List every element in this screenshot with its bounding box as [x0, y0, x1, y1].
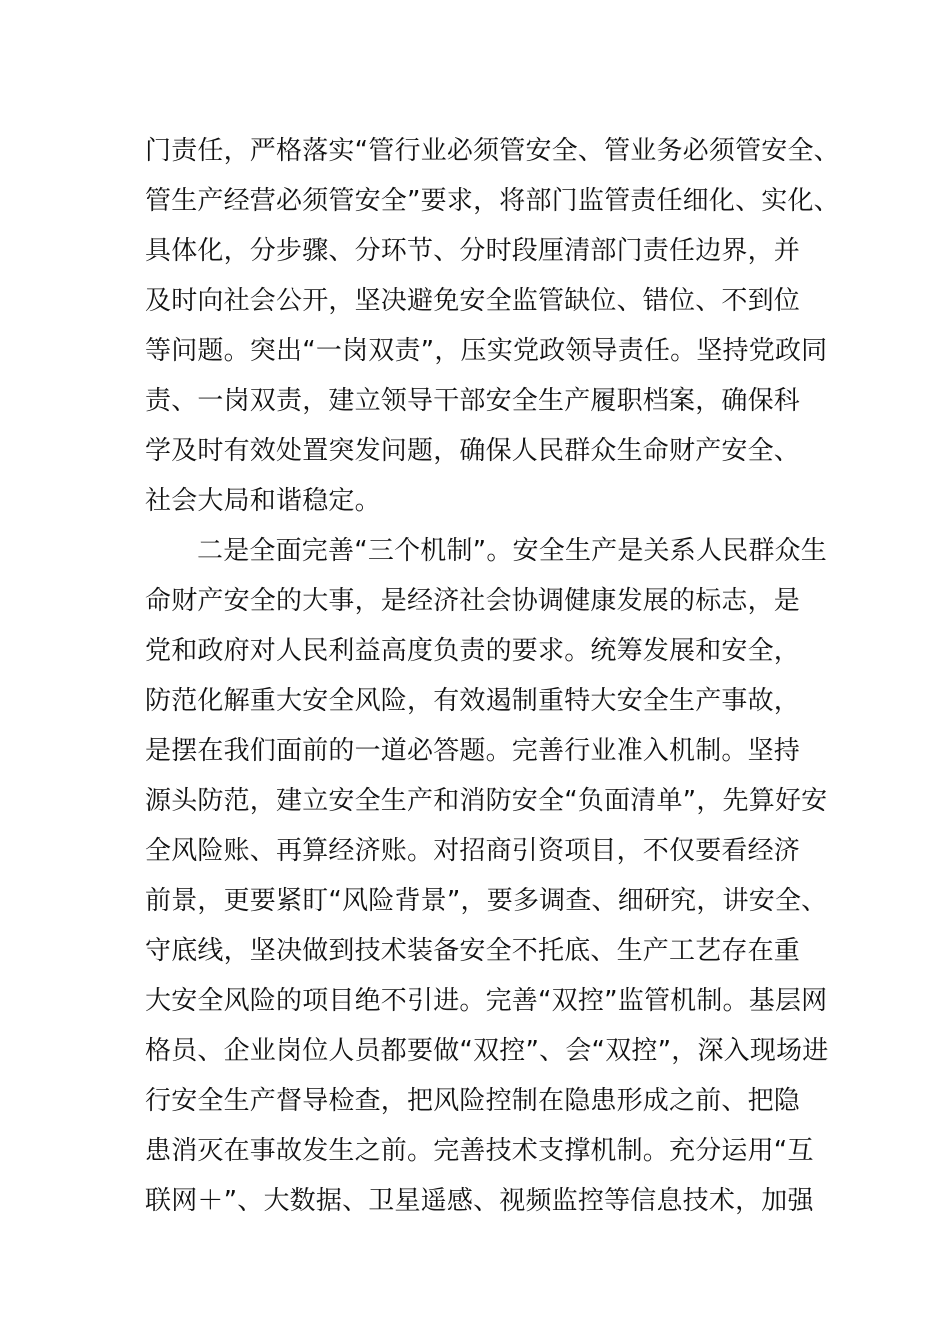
- text-line: 命财产安全的大事，是经济社会协调健康发展的标志，是: [145, 586, 801, 616]
- text-line: 大安全风险的项目绝不引进。完善“双控”监管机制。基层网: [145, 986, 828, 1016]
- text-line: 前景，更要紧盯“风险背景”，要多调查、细研究，讲安全、: [145, 886, 828, 916]
- text-line: 联网＋”、大数据、卫星遥感、视频监控等信息技术，加强: [145, 1186, 814, 1216]
- text-line: 学及时有效处置突发问题，确保人民群众生命财产安全、: [145, 436, 801, 466]
- text-line: 格员、企业岗位人员都要做“双控”、会“双控”，深入现场进: [145, 1036, 829, 1066]
- text-line: 责、一岗双责，建立领导干部安全生产履职档案，确保科: [145, 386, 801, 416]
- text-line: 管生产经营必须管安全”要求，将部门监管责任细化、实化、: [145, 186, 840, 216]
- text-line: 全风险账、再算经济账。对招商引资项目，不仅要看经济: [145, 836, 801, 866]
- text-line: 门责任，严格落实“管行业必须管安全、管业务必须管安全、: [145, 136, 840, 166]
- text-line: 是摆在我们面前的一道必答题。完善行业准入机制。坚持: [145, 736, 801, 766]
- text-line: 防范化解重大安全风险，有效遏制重特大安全生产事故，: [145, 686, 801, 716]
- body-text: [145, 126, 840, 1226]
- text-line: 等问题。突出“一岗双责”，压实党政领导责任。坚持党政同: [145, 336, 828, 366]
- paragraph-start-line: 二是全面完善“三个机制”。安全生产是关系人民群众生: [197, 536, 827, 566]
- text-line: 社会大局和谐稳定。: [145, 486, 381, 516]
- text-line: 党和政府对人民利益高度负责的要求。统筹发展和安全，: [145, 636, 801, 666]
- text-line: 具体化，分步骤、分环节、分时段厘清部门责任边界，并: [145, 236, 801, 266]
- text-line: 及时向社会公开，坚决避免安全监管缺位、错位、不到位: [145, 286, 801, 316]
- text-line: 守底线，坚决做到技术装备安全不托底、生产工艺存在重: [145, 936, 801, 966]
- text-line: 行安全生产督导检查，把风险控制在隐患形成之前、把隐: [145, 1086, 801, 1116]
- text-line: 源头防范，建立安全生产和消防安全“负面清单”，先算好安: [145, 786, 828, 816]
- text-line: 患消灭在事故发生之前。完善技术支撑机制。充分运用“互: [145, 1136, 814, 1166]
